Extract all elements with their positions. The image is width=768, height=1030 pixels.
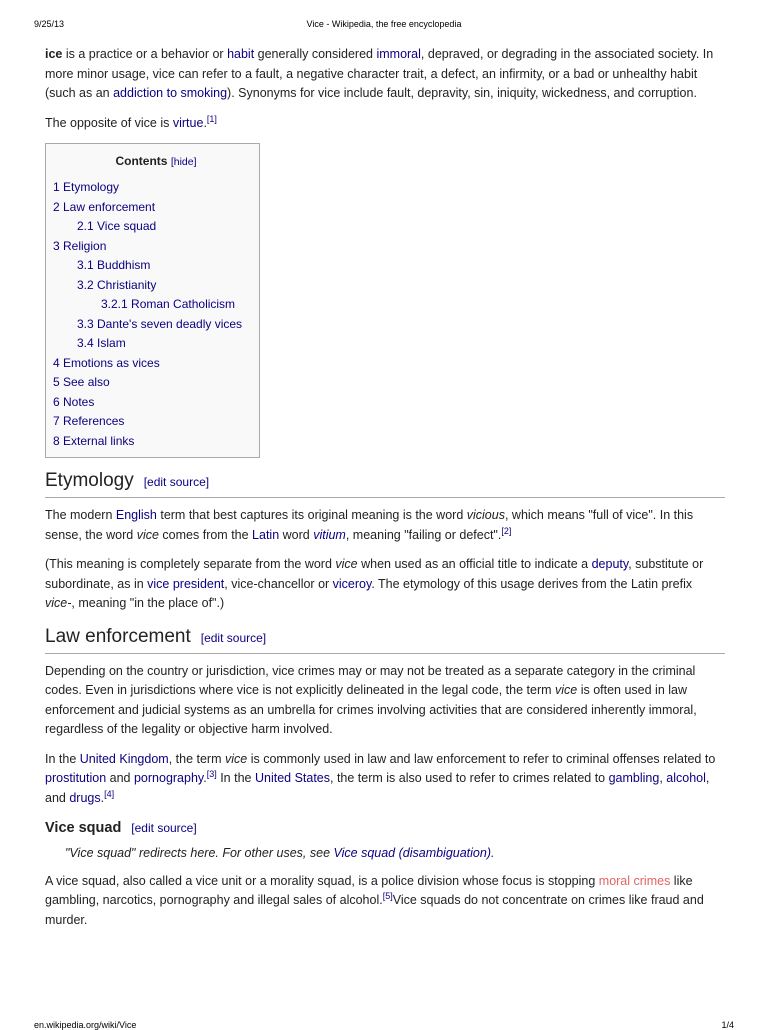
link-deputy[interactable]: deputy — [591, 557, 629, 571]
italic-term: vice — [224, 751, 248, 766]
toc-item[interactable]: 8 External links — [53, 433, 135, 448]
heading-text: Law enforcement — [45, 625, 191, 647]
toc-item[interactable]: 6 Notes — [53, 394, 95, 409]
law-paragraph-2 — [45, 750, 725, 809]
toc-item[interactable]: 3.1 Buddhism — [77, 258, 151, 272]
toc-title-text: Contents — [115, 154, 168, 168]
toc-item[interactable]: 3.4 Islam — [77, 336, 126, 350]
text: In the — [216, 771, 255, 785]
text: comes from the — [158, 527, 253, 542]
text: and — [106, 771, 134, 785]
link-united-states[interactable]: United States — [254, 771, 331, 785]
toc-item[interactable]: 4 Emotions as vices — [53, 355, 160, 370]
text: Depending on the country or jurisdiction, vice crimes may or may not be treated as a separate category in the criminal codes. Even in jurisdictions where vice is not explicitly delineated in the legal code, the term — [45, 663, 696, 697]
link-vice-president[interactable]: vice president — [147, 576, 225, 591]
page-number: 1/4 — [721, 1020, 734, 1030]
link-vitium[interactable] — [313, 528, 346, 542]
text: word — [279, 527, 314, 542]
lead-word: ice — [45, 47, 63, 61]
heading-vice-squad — [45, 818, 725, 838]
text: , the term — [168, 751, 225, 766]
text: , which means "full of vice". In this sense, the word — [45, 508, 694, 542]
text: , meaning "failing or defect". — [345, 527, 502, 542]
toc-item[interactable]: 7 References — [53, 414, 125, 428]
table-of-contents — [45, 143, 260, 458]
toc-item[interactable]: 3 Religion — [53, 238, 107, 253]
italic-term: vice — [335, 557, 358, 571]
text: (This meaning is completely separate from the word — [45, 557, 336, 571]
link-habit[interactable]: habit — [227, 47, 255, 61]
text: , depraved, or degrading in the associated society. In more minor usage, vice can refer to a fault, a negative character trait, a defect, an infirmity, or a bad or unhealthy habit (such as an — [45, 47, 714, 100]
text: , substitute or subordinate, as in — [45, 557, 704, 591]
text: . — [203, 771, 207, 785]
print-url: en.wikipedia.org/wiki/Vice — [34, 1020, 137, 1030]
link-moral-crimes[interactable]: moral crimes — [598, 873, 671, 888]
edit-source-link[interactable]: [edit source] — [143, 475, 210, 489]
text: like gambling, narcotics, pornography and illegal sales of alcohol. — [45, 873, 693, 907]
text: , and — [45, 771, 710, 805]
italic-term: vice — [136, 527, 159, 542]
etymology-paragraph-1 — [45, 506, 725, 545]
opposite-paragraph — [45, 114, 725, 134]
text: In the — [45, 751, 80, 766]
text: . — [100, 790, 105, 805]
edit-source-link[interactable]: [edit source] — [131, 821, 197, 835]
italic-term: vicious — [466, 508, 505, 522]
toc-item[interactable]: 1 Etymology — [53, 180, 120, 194]
ref-3[interactable]: [3] — [206, 768, 217, 779]
hatnote — [45, 844, 725, 864]
heading-law-enforcement — [45, 626, 725, 654]
text: , vice-chancellor or — [224, 576, 333, 591]
link-prostitution[interactable]: prostitution — [45, 771, 107, 785]
print-page-title: Vice - Wikipedia, the free encyclopedia — [306, 19, 462, 29]
text: A vice squad, also called a vice unit or a morality squad, is a police division whose focus is stopping — [45, 873, 599, 888]
toc-hide-link[interactable]: [hide] — [170, 156, 197, 168]
link-immoral[interactable]: immoral — [376, 47, 421, 61]
link-pornography[interactable]: pornography — [133, 771, 204, 785]
ref-5[interactable]: [5] — [382, 890, 393, 901]
text: , meaning "in the place of".) — [71, 596, 225, 610]
link-alcohol[interactable]: alcohol — [666, 771, 706, 785]
edit-source-link[interactable]: [edit source] — [200, 630, 267, 645]
text: term that best captures its original meaning is the word — [156, 508, 467, 522]
text: "Vice squad" redirects here. For other uses, see — [65, 846, 334, 860]
link-addiction-to-smoking[interactable]: addiction to smoking — [113, 86, 228, 100]
print-header — [34, 19, 734, 33]
text: is commonly used in law and law enforcement to refer to criminal offenses related to — [247, 751, 716, 766]
text: The modern — [45, 508, 116, 522]
link-virtue[interactable]: virtue — [172, 115, 204, 130]
toc-item[interactable]: 2.1 Vice squad — [77, 219, 157, 233]
intro-paragraph — [45, 45, 725, 104]
link-english[interactable]: English — [115, 508, 157, 522]
toc-title — [53, 151, 259, 172]
text: is often used in law enforcement and judicial systems as an umbrella for crimes involving activities that are considered inherently immoral, regardless of the legality or objective harm involved. — [45, 683, 697, 736]
etymology-paragraph-2 — [45, 555, 725, 614]
ref-2[interactable]: [2] — [501, 525, 512, 536]
link-vice-squad-disambiguation[interactable]: Vice squad (disambiguation) — [333, 846, 492, 860]
text: generally considered — [254, 47, 377, 61]
text: , — [659, 771, 667, 785]
toc-item[interactable]: 3.3 Dante's seven deadly vices — [77, 316, 243, 331]
text: . — [203, 115, 207, 130]
italic-term: vitium — [313, 527, 346, 542]
text: The opposite of vice is — [45, 115, 173, 130]
heading-text: Vice squad — [45, 820, 122, 836]
text: is a practice or a behavior or — [62, 47, 228, 61]
italic-term: vice- — [45, 596, 72, 610]
link-drugs[interactable]: drugs — [69, 790, 101, 805]
article-content — [45, 45, 725, 940]
toc-item[interactable]: 2 Law enforcement — [53, 199, 156, 214]
link-gambling[interactable]: gambling — [608, 771, 660, 785]
text: when used as an official title to indicate a — [357, 557, 592, 571]
heading-text: Etymology — [45, 470, 134, 491]
text: ). Synonyms for vice include fault, depravity, sin, iniquity, wickedness, and corruption. — [227, 86, 697, 100]
heading-etymology — [45, 470, 725, 498]
link-latin[interactable]: Latin — [252, 527, 280, 542]
toc-item[interactable]: 5 See also — [53, 375, 110, 389]
toc-item[interactable]: 3.2.1 Roman Catholicism — [101, 297, 236, 311]
text: . The etymology of this usage derives from the Latin prefix — [371, 576, 693, 591]
italic-term: vice — [555, 683, 578, 697]
text: Vice squads do not concentrate on crimes like fraud and murder. — [45, 893, 704, 927]
law-paragraph-1 — [45, 662, 725, 740]
toc-item[interactable]: 3.2 Christianity — [77, 277, 157, 292]
text: , the term is also used to refer to crimes related to — [330, 771, 609, 785]
print-date: 9/25/13 — [34, 19, 65, 29]
link-united-kingdom[interactable]: United Kingdom — [79, 751, 169, 766]
toc-list — [53, 178, 259, 451]
vice-squad-paragraph — [45, 872, 725, 931]
ref-1[interactable]: [1] — [206, 113, 217, 124]
text: . — [491, 846, 495, 860]
link-viceroy[interactable]: viceroy — [332, 576, 372, 591]
ref-4[interactable]: [4] — [104, 788, 115, 799]
